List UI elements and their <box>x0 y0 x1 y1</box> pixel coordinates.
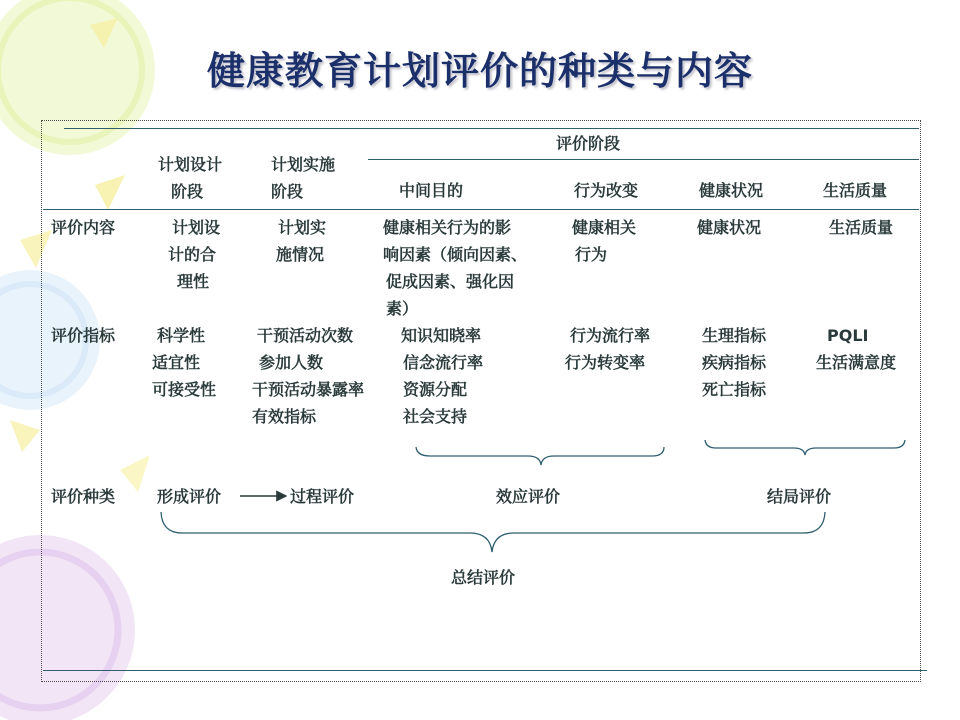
type-process: 过程评价 <box>290 487 355 506</box>
header-quality-of-life: 生活质量 <box>823 181 888 200</box>
type-formative: 形成评价 <box>157 487 222 506</box>
content-plan-design: 计划设 计的合 理性 <box>168 218 221 291</box>
type-outcome: 结局评价 <box>767 487 832 506</box>
header-bottom-rule <box>43 209 919 210</box>
indicators-health-status: 生理指标 疾病指标 死亡指标 <box>702 326 767 399</box>
indicators-plan-design: 科学性 适宜性 可接受性 <box>152 326 217 399</box>
indicators-plan-implementation: 干预活动次数 参加人数 干预活动暴露率 有效指标 <box>252 326 365 426</box>
header-stage-group: 评价阶段 <box>556 134 621 153</box>
footer-rule <box>43 670 927 671</box>
content-behavior-change: 健康相关 行为 <box>572 218 637 264</box>
indicators-quality-of-life: PQLI 生活满意度 <box>816 326 897 372</box>
header-health-status: 健康状况 <box>699 181 764 200</box>
stage-group-rule <box>368 159 919 160</box>
row-label-types: 评价种类 <box>51 487 116 506</box>
indicators-behavior-change: 行为流行率 行为转变率 <box>565 326 651 372</box>
row-label-indicators: 评价指标 <box>51 326 116 345</box>
content-quality-of-life: 生活质量 <box>829 218 894 237</box>
summary-evaluation: 总结评价 <box>451 568 516 587</box>
row-label-content: 评价内容 <box>51 218 116 237</box>
content-health-status: 健康状况 <box>697 218 762 237</box>
page-title: 健康教育计划评价的种类与内容 <box>206 49 753 93</box>
content-plan-implementation: 计划实 施情况 <box>276 218 327 264</box>
header-behavior-change: 行为改变 <box>574 181 639 200</box>
content-intermediate: 健康相关行为的影 响因素（倾向因素、 促成因素、强化因 素） <box>383 218 528 318</box>
header-plan-design: 计划设计 阶段 <box>158 155 223 201</box>
header-intermediate: 中间目的 <box>399 181 464 200</box>
leaf-3 <box>10 420 40 452</box>
header-top-rule <box>64 128 919 129</box>
header-plan-implementation: 计划实施 阶段 <box>271 155 336 201</box>
type-impact: 效应评价 <box>496 487 561 506</box>
indicators-intermediate: 知识知晓率 信念流行率 资源分配 社会支持 <box>401 326 484 426</box>
